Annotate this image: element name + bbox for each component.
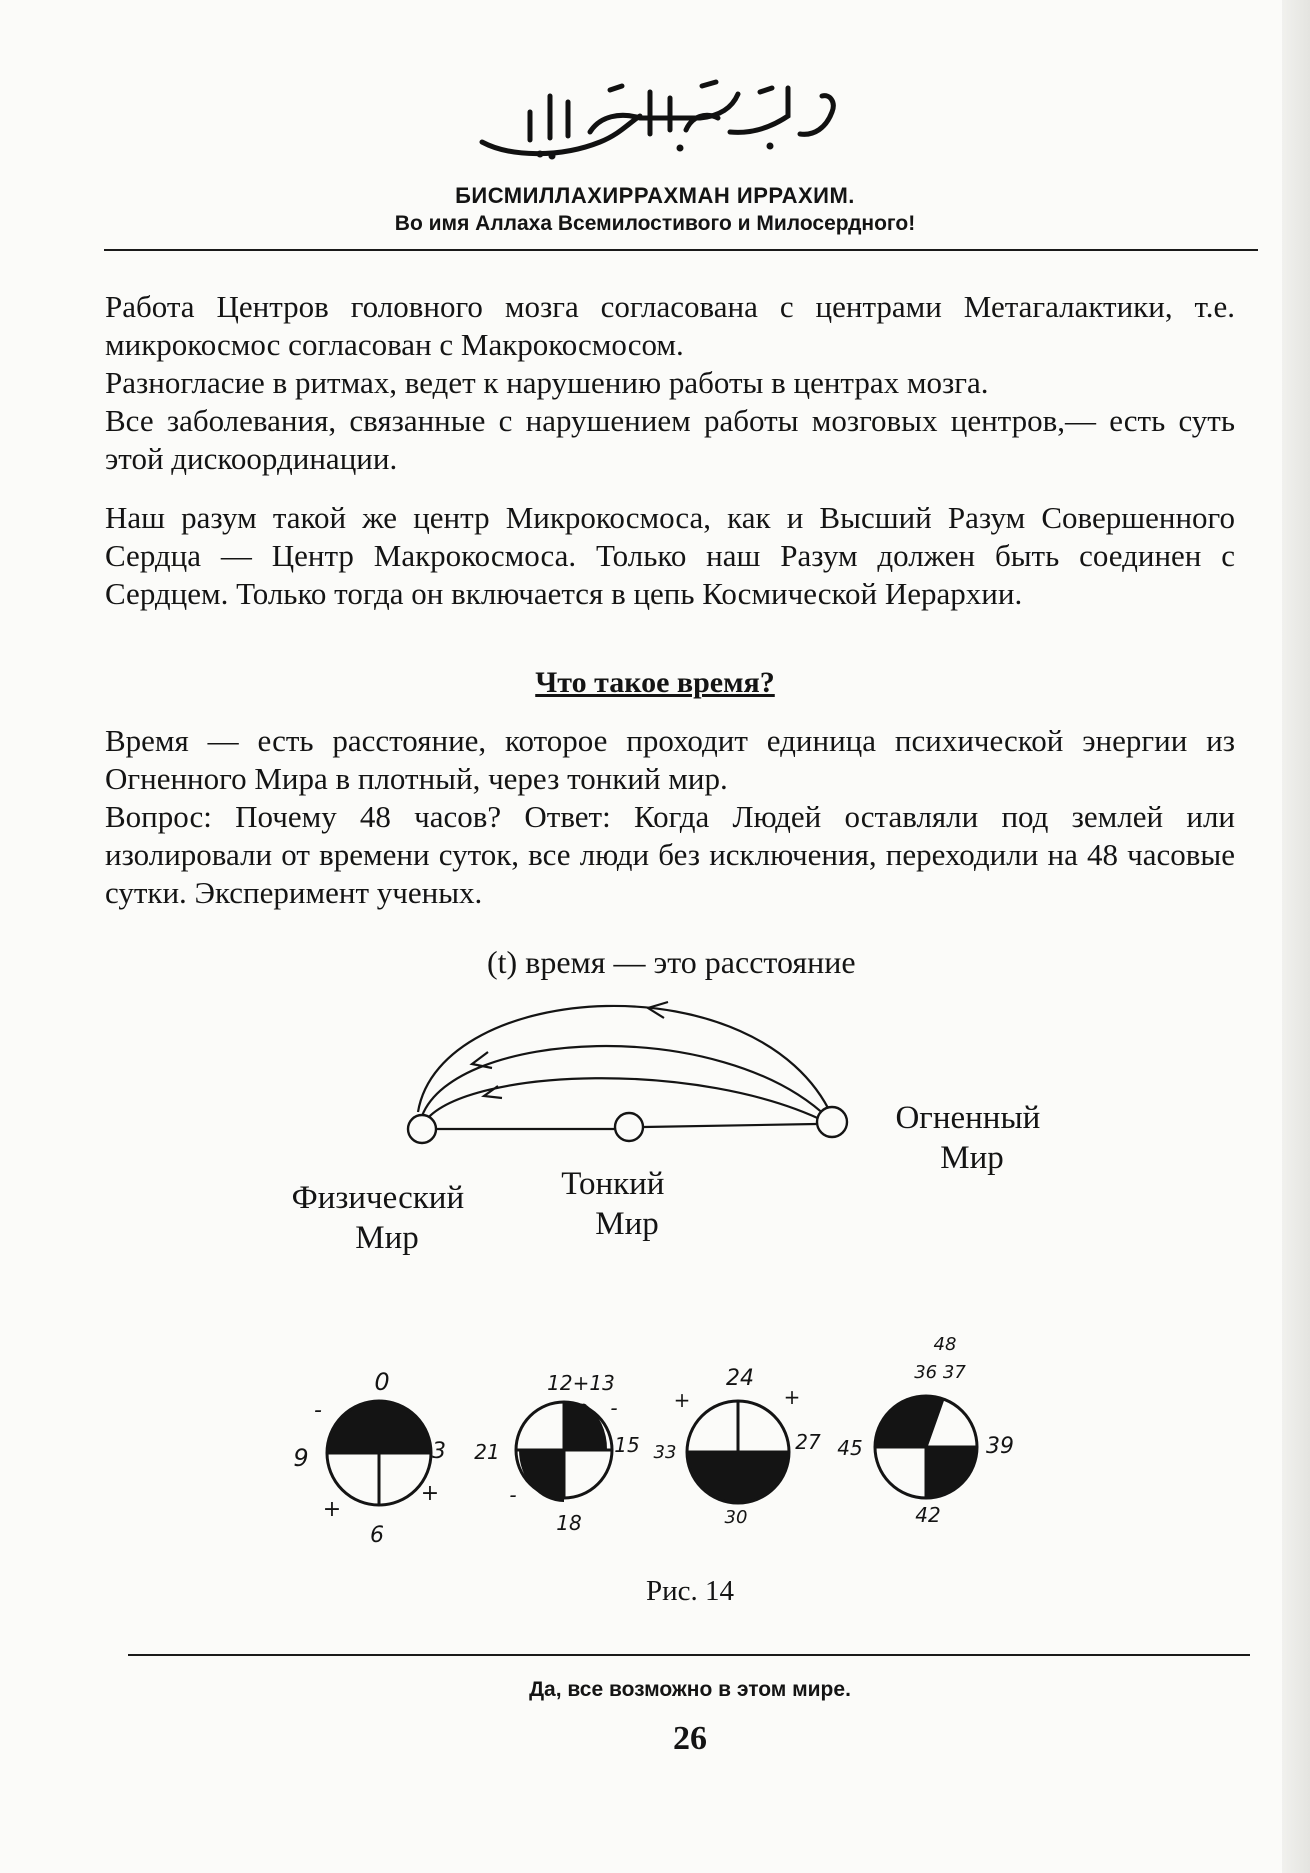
- clock-diagram-4: [837, 1334, 1014, 1527]
- svg-text:9: 9: [293, 1444, 309, 1472]
- physical-world-node: [408, 1115, 436, 1143]
- figure-caption: Рис. 14: [645, 1575, 735, 1607]
- subtle-world-label: Тонкий Мир: [561, 1166, 665, 1242]
- svg-text:21: 21: [474, 1440, 500, 1464]
- physical-world-label: Физический Мир: [291, 1180, 465, 1256]
- svg-text:3: 3: [432, 1439, 446, 1464]
- section-heading: Что такое время?: [535, 666, 775, 699]
- fiery-world-label: Огненный Мир: [895, 1100, 1041, 1176]
- footer-divider: [128, 1654, 1250, 1656]
- svg-text:+: +: [783, 1385, 801, 1409]
- svg-text:45: 45: [837, 1436, 863, 1460]
- figure-title: (t) время — это расстояние: [487, 944, 856, 980]
- svg-text:12+13: 12+13: [547, 1371, 615, 1395]
- paragraph: Все заболевания, связанные с нарушением работы мозговых центров,— есть суть этой дискоординации.: [105, 403, 1235, 476]
- svg-text:24: 24: [726, 1366, 754, 1391]
- paragraph: Время — есть расстояние, которое проходит единица психической энергии из Огненного Мира в плотный, через тонкий мир.: [105, 723, 1235, 796]
- fiery-world-node: [817, 1107, 847, 1137]
- paragraph: Разногласие в ритмах, ведет к нарушению работы в центрах мозга.: [105, 365, 989, 400]
- svg-text:48: 48: [933, 1334, 957, 1355]
- subtle-world-node: [615, 1113, 643, 1141]
- svg-text:18: 18: [556, 1511, 582, 1535]
- clock-diagram-2: [474, 1371, 639, 1535]
- world-axis-line: [644, 1124, 816, 1127]
- header-subtitle: Во имя Аллаха Всемилостивого и Милосердного!: [394, 212, 916, 235]
- svg-text:-: -: [314, 1398, 322, 1423]
- clock-diagram-3: [654, 1366, 821, 1528]
- svg-text:+: +: [673, 1388, 691, 1412]
- clock-diagram-1: [293, 1368, 446, 1548]
- svg-text:+: +: [322, 1497, 342, 1522]
- paragraph: Наш разум такой же центр Микрокосмоса, как и Высший Разум Совершенного Сердца — Центр Макрокосмоса. Только наш Разум должен быть соединен с Сердцем. Только тогда он включается в цепь Космической Иерархии.: [105, 500, 1235, 611]
- page-number: 26: [673, 1720, 707, 1757]
- arc-arrowhead: [472, 1052, 492, 1068]
- svg-text:0: 0: [374, 1368, 390, 1396]
- svg-text:-: -: [610, 1396, 618, 1420]
- svg-text:+: +: [420, 1481, 440, 1506]
- paragraph: Работа Центров головного мозга согласована с центрами Метагалактики, т.е. микрокосмос согласован с Макрокосмосом.: [105, 289, 1235, 362]
- footer-motto: Да, все возможно в этом мире.: [529, 1678, 851, 1701]
- svg-text:30: 30: [724, 1507, 748, 1528]
- svg-text:15: 15: [614, 1433, 640, 1457]
- header-title: БИСМИЛЛАХИРРАХМАН ИРРАХИМ.: [455, 183, 855, 208]
- paragraph: Вопрос: Почему 48 часов? Ответ: Когда Людей оставляли под землей или изолировали от времени суток, все люди без исключения, переходили на 48 часовые сутки. Эксперимент ученых.: [105, 799, 1235, 910]
- svg-text:27: 27: [795, 1430, 821, 1454]
- svg-text:39: 39: [986, 1434, 1014, 1459]
- svg-text:33: 33: [653, 1442, 677, 1463]
- svg-text:42: 42: [915, 1503, 941, 1527]
- svg-text:6: 6: [370, 1523, 384, 1548]
- svg-text:36 37: 36 37: [914, 1362, 966, 1383]
- svg-text:-: -: [509, 1483, 517, 1507]
